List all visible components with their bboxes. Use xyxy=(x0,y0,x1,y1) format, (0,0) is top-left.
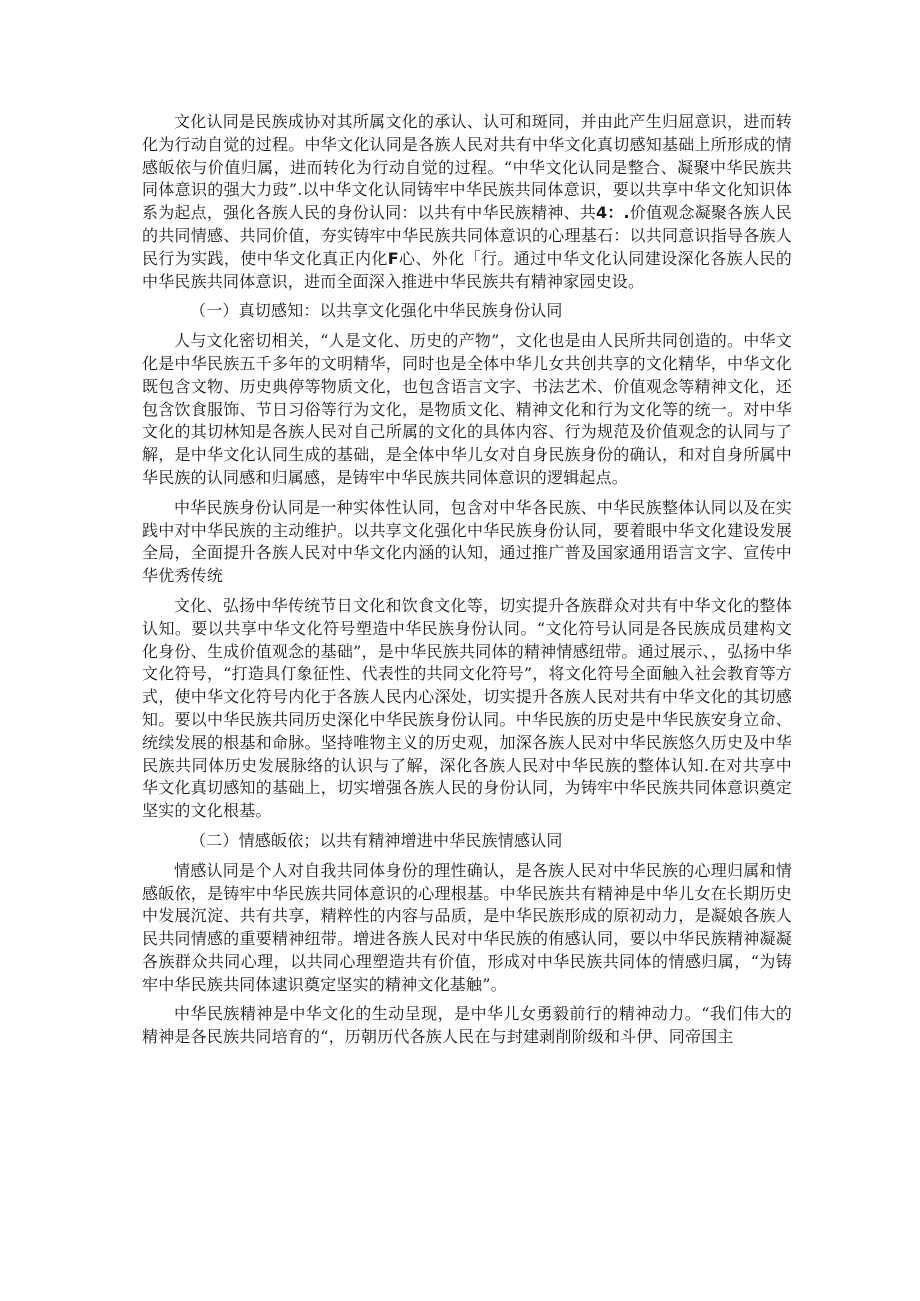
section-heading-2: （二）情感皈依；以共有精神增进中华民族情感认同 xyxy=(190,830,563,850)
section-1-paragraph-2: 中华民族身份认同是一种实体性认同，包含对中华各民族、中华民族整体认同以及在实践中对中华民族的主动维护。以共享文化强化中华民族身份认同，要着眼中华文化建设发展全局，全面提升各族人民对中华文化内涵的认知，通过推广普及国家通用语言文字、宣传中华优秀传统 xyxy=(142,497,792,586)
section-2-paragraph-2: 中华民族精神是中华文化的生动呈现，是中华儿女勇毅前行的精神动力。“我们伟大的精神是各民族共同培育的“，历朝历代各族人民在与封建剥削阶级和斗伊、同帝国主 xyxy=(142,1004,792,1047)
document-body xyxy=(142,111,792,1056)
section-1-paragraph-3: 文化、弘扬中华传统节日文化和饮食文化等，切实提升各族群众对共有中华文化的整体认知。要以共享中华文化符号塑造中华民族身份认同。“文化符号认同是各民族成员建构文化身份、生成价值观念的基础”，是中华民族共同体的精神情感纽带。通过展示、，弘扬中华文化符号，“打造具仃象征性、代表性的共同文化符号”，将文化符号全面触入社会教育等方式，使中华文化符号内化于各族人民内心深处，切实提升各族人民对共有中华文化的其切感知。要以中华民族共同历史深化中华民族身份认同。中华民族的历史是中华民族安身立命、统续发展的根基和命脉。坚持唯物主义的历史观，加深各族人民对中华民族悠久历史及中华民族共同体历史发展脉络的认识与了解，深化各族人民对中华民族的整体认知.在对共享中华文化真切感知的基础上，切实增强各族人民的身份认同，为铸牢中华民族共同体意识奠定坚实的文化根基。 xyxy=(142,595,792,821)
intro-text-end: 心、外化「行。通过中华文化认同建设深化各族人民的中华民族共同体意识，进而全面深入推进中华民族共有精神家园史设。 xyxy=(142,248,792,291)
section-heading-1: （一）真切感知：以共享文化强化中华民族身份认同 xyxy=(190,301,563,321)
intro-text-start: 文化认同是民族成协对其所属文化的承认、认可和斑同，并由此产生归屈意识，进而转化为行动自觉的过程。中华文化认同是各族人民对共有中华文化真切感知基础上所形成的情感皈依与价值归属，进而转化为行动自觉的过程。“中华文化认同是整合、凝聚中华民族共同体意识的强大力豉”.以中华文化认同铸牢中华民族共同体意识，要以共享中华文化知识体系为起点，强化各族人民的身份认同：以共有中华民族精神、共 xyxy=(142,112,792,223)
intro-text-middle: 价值观念凝聚各族人民的共同情感、共同价值，夯实铸牢中华民族共同体意识的心理基石：以共同意识指导各族人民行为实践，使中华文化真正内化 xyxy=(142,203,792,268)
intro-paragraph xyxy=(142,111,792,293)
section-1-paragraph-1: 人与文化密切相关，“人是文化、历史的产物”，文化也是由人民所共同创造的。中华文化是中华民族五千多年的文明精华，同时也是全体中华儿女共创共享的文化精华，中华文化既包含文物、历史典停等物质文化，也包含语言文字、书法艺术、价值观念等精神文化，还包含饮食服饰、节日习俗等行为文化，是物质文化、精神文化和行为文化等的统一。对中华文化的其切林知是各族人民对自己所属的文化的具体内容、行为规范及价值观念的认同与了解，是中华文化认同生成的基础，是全体中华儿女对自身民族身份的确认，和对自身所属中华民族的认同感和归属感，是铸牢中华民族共同体意识的逻辑起点。 xyxy=(142,331,792,487)
intro-garbled-mark-1: 4：. xyxy=(596,203,630,223)
section-2-paragraph-1: 情感认同是个人对自我共同体身份的理性确认，是各族人民对中华民族的心理归属和情感皈依，是铸牢中华民族共同体意识的心理根基。中华民族共有精神是中华儿女在长期历史中发展沉淀、共有共享，精粹性的内容与品质，是中华民族形成的原初动力，是凝娘各族人民共同情感的重要精神纽带。增进各族人民对中华民族的侑感认同，要以中华民族精神凝凝各族群众共同心理，以共同心理塑造共有价值，形成对中华民族共同体的情感归属，“为铸牢中华民族共同体逮识奠定坚实的精神文化基触”。 xyxy=(142,860,792,994)
intro-garbled-mark-2: F xyxy=(387,248,399,268)
